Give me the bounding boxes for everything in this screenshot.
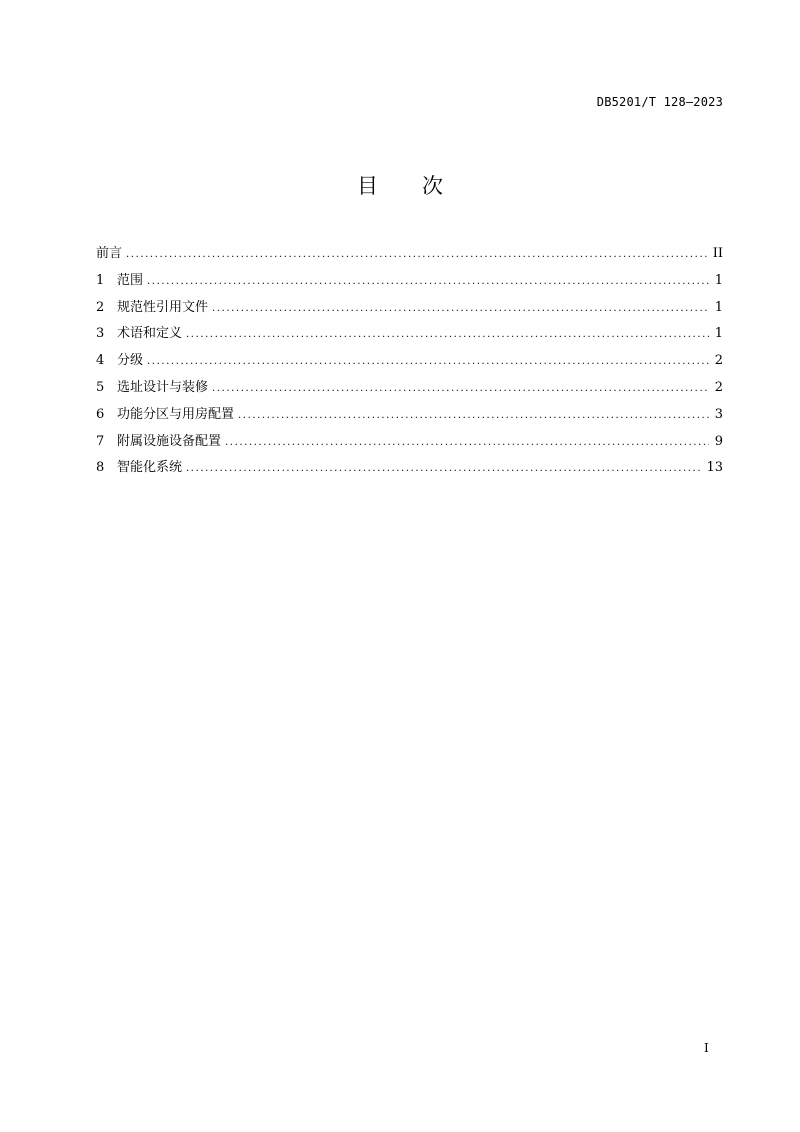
- toc-row-terms-definitions[interactable]: [96, 321, 723, 348]
- toc-label: 选址设计与装修: [117, 379, 209, 395]
- toc-leader-dots: [186, 322, 709, 349]
- toc-page-number: 2: [714, 353, 723, 369]
- toc-section-number: 8: [96, 460, 105, 476]
- toc-leader-dots: [186, 456, 700, 483]
- toc-page-number: 2: [714, 379, 723, 395]
- title-char-1: 目: [357, 174, 378, 198]
- toc-row-scope[interactable]: [96, 268, 723, 295]
- toc-label: 分级: [117, 353, 144, 369]
- title-char-2: 次: [422, 174, 443, 198]
- toc-leader-dots: [212, 296, 709, 323]
- toc-leader-dots: [147, 269, 709, 296]
- toc-row-site-design[interactable]: [96, 375, 723, 402]
- toc-row-foreword[interactable]: [96, 241, 723, 268]
- toc-leader-dots: [238, 403, 709, 430]
- toc-leader-dots: [212, 376, 709, 403]
- toc-label: 规范性引用文件: [117, 299, 209, 315]
- toc-row-normative-references[interactable]: [96, 295, 723, 322]
- page-number: I: [704, 1041, 709, 1055]
- toc-row-functional-zoning[interactable]: [96, 402, 723, 429]
- toc-label: 范围: [117, 272, 144, 288]
- toc-label: 功能分区与用房配置: [117, 406, 235, 422]
- toc-row-ancillary-facilities[interactable]: [96, 429, 723, 456]
- document-code: DB5201/T 128—2023: [596, 95, 723, 109]
- toc-section-number: 1: [96, 272, 105, 288]
- toc-label: 附属设施设备配置: [117, 433, 222, 449]
- toc-section-number: 6: [96, 406, 105, 422]
- toc-page-number: II: [712, 246, 723, 261]
- toc-leader-dots: [147, 349, 709, 376]
- toc-page-number: 1: [714, 299, 723, 315]
- table-of-contents: [96, 241, 723, 482]
- toc-leader-dots: [126, 242, 707, 269]
- toc-label: 术语和定义: [117, 326, 183, 342]
- toc-page-number: 1: [714, 272, 723, 288]
- toc-label: 前言: [96, 246, 123, 261]
- toc-label: 智能化系统: [117, 460, 183, 476]
- toc-section-number: 5: [96, 379, 105, 395]
- toc-row-intelligent-system[interactable]: [96, 455, 723, 482]
- toc-section-number: 7: [96, 433, 105, 449]
- toc-page-number: 13: [706, 460, 723, 476]
- page-title: [0, 170, 800, 200]
- toc-page-number: 3: [714, 406, 723, 422]
- toc-page-number: 1: [714, 326, 723, 342]
- toc-section-number: 3: [96, 326, 105, 342]
- toc-row-grading[interactable]: [96, 348, 723, 375]
- toc-section-number: 4: [96, 353, 105, 369]
- toc-leader-dots: [225, 430, 709, 457]
- toc-section-number: 2: [96, 299, 105, 315]
- toc-page-number: 9: [714, 433, 723, 449]
